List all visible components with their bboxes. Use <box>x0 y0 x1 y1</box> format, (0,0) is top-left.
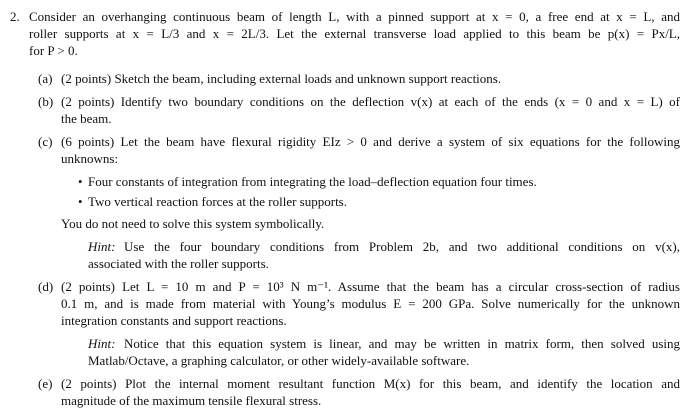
part-e-line-2: magnitude of the maximum tensile flexural stress. <box>61 393 322 408</box>
problem-intro-line-2: roller supports at x = L/3 and x = 2L/3. Let the external transverse load applied to this beam be p(x) = Px/L, <box>29 26 680 41</box>
part-e-label: (e) <box>38 376 53 391</box>
part-c-note: You do not need to solve this system symbolically. <box>61 216 325 231</box>
part-c-hint-label: Hint: <box>88 239 116 254</box>
part-d-hint-line-2: Matlab/Octave, a graphing calculator, or other widely-available software. <box>88 353 470 368</box>
problem-intro-line-3: for P > 0. <box>29 43 78 58</box>
bullet-icon: • <box>78 194 83 209</box>
part-b-line-1: (2 points) Identify two boundary conditions on the deflection v(x) at each of the ends (x = 0 and x = L) of <box>61 94 680 109</box>
part-c-line-2: unknowns: <box>61 151 119 166</box>
part-c-bullet-2: Two vertical reaction forces at the roller supports. <box>88 194 347 209</box>
part-a-label: (a) <box>38 71 53 86</box>
part-d-line-3: integration constants and support reactions. <box>61 313 287 328</box>
problem-intro-line-1: Consider an overhanging continuous beam of length L, with a pinned support at x = 0, a free end at x = L, and <box>29 9 680 24</box>
part-e-line-1: (2 points) Plot the internal moment resultant function M(x) for this beam, and identify the location and <box>61 376 680 391</box>
part-c-hint-line-2: associated with the roller supports. <box>88 256 269 271</box>
part-c-line-1: (6 points) Let the beam have flexural rigidity EIz > 0 and derive a system of six equations for the following <box>61 134 680 149</box>
part-d-hint-label: Hint: <box>88 336 116 351</box>
part-d-line-1: (2 points) Let L = 10 m and P = 10³ N m⁻¹. Assume that the beam has a circular cross-section of radius <box>61 279 680 294</box>
part-b-label: (b) <box>38 94 54 109</box>
part-a-text: (2 points) Sketch the beam, including external loads and unknown support reactions. <box>61 71 502 86</box>
problem-number: 2. <box>10 9 20 24</box>
part-c-hint-line-1: Use the four boundary conditions from Problem 2b, and two additional conditions on v(x), <box>124 239 680 254</box>
part-d-label: (d) <box>38 279 54 294</box>
bullet-icon: • <box>78 174 83 189</box>
part-c-bullet-1: Four constants of integration from integrating the load–deflection equation four times. <box>88 174 537 189</box>
part-d-hint-line-1: Notice that this equation system is linear, and may be written in matrix form, then solved using <box>124 336 680 351</box>
part-c-label: (c) <box>38 134 53 149</box>
part-d-line-2: 0.1 m, and is made from material with Young’s modulus E = 200 GPa. Solve numerically for the unknown <box>61 296 680 311</box>
part-b-line-2: the beam. <box>61 111 112 126</box>
